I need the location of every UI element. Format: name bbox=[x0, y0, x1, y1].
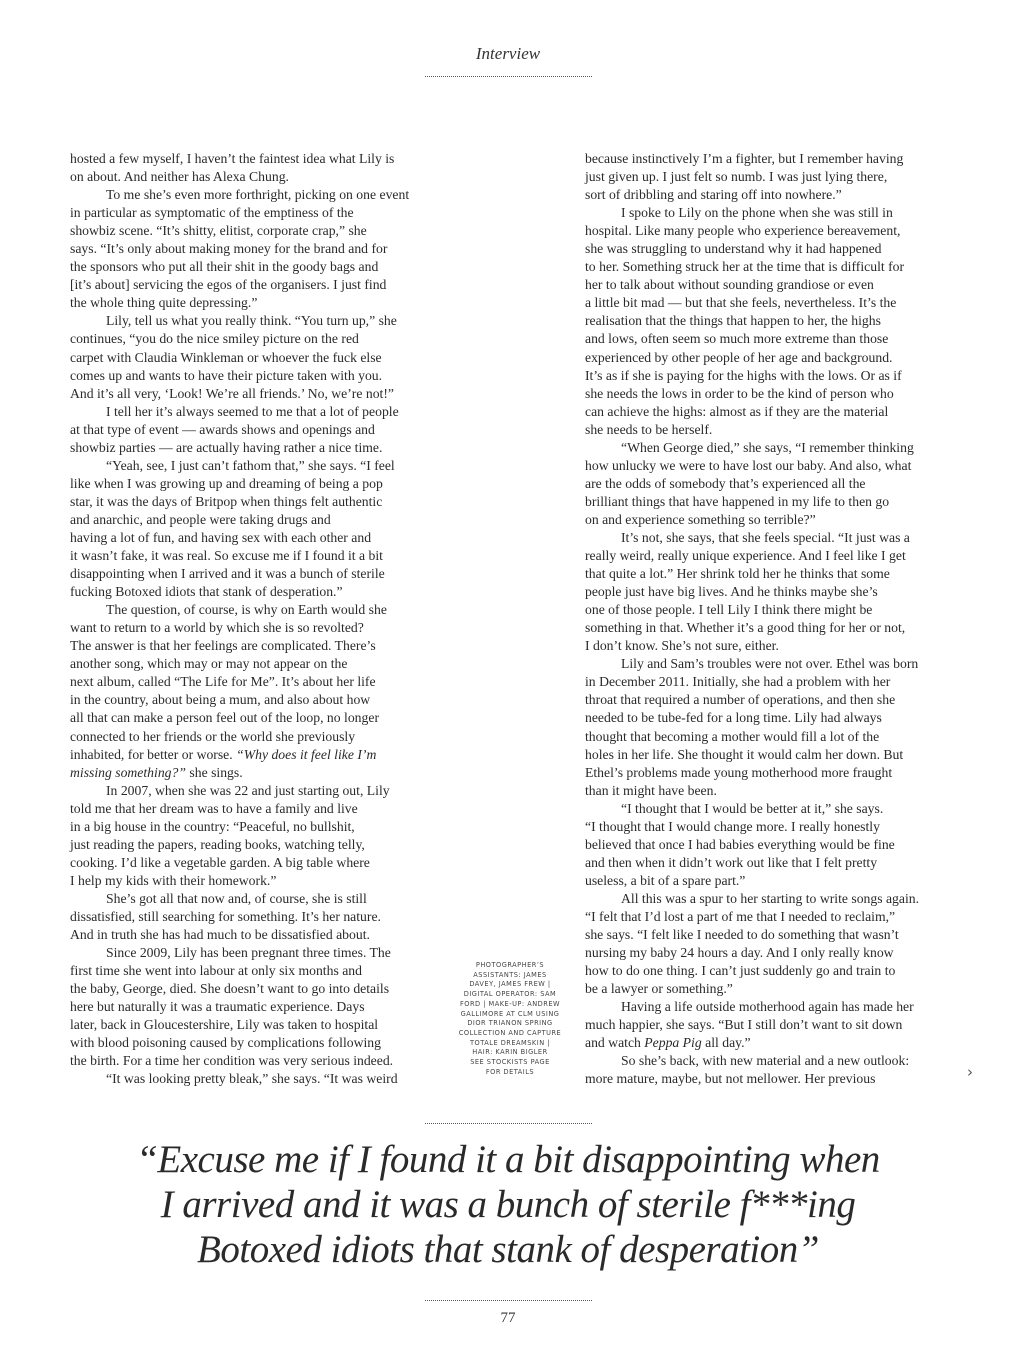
text-line: Lily, tell us what you really think. “You turn up,” she bbox=[106, 313, 397, 329]
dotted-divider bbox=[425, 1123, 592, 1124]
text-line: It’s not, she says, that she feels special. “It just was a bbox=[621, 529, 910, 545]
text-line bbox=[585, 1034, 919, 1052]
text-line: can achieve the highs: almost as if they are the material bbox=[585, 403, 889, 419]
text-line: dissatisfied, still searching for something. It’s her nature. bbox=[70, 908, 381, 924]
text-line: with blood poisoning caused by complications following bbox=[70, 1035, 381, 1051]
text-line: just given up. I just felt so numb. I was just lying there, bbox=[585, 169, 888, 185]
text-line: All this was a spur to her starting to write songs again. bbox=[621, 890, 920, 906]
text-segment: she sings. bbox=[185, 764, 243, 780]
text-line: having a lot of fun, and having sex with each other and bbox=[70, 529, 372, 545]
text-line: a little bit mad — but that she feels, nevertheless. It’s the bbox=[585, 295, 897, 311]
text-line: believed that once I had babies everything would be fine bbox=[585, 836, 895, 852]
text-line: I spoke to Lily on the phone when she was still in bbox=[621, 205, 893, 221]
credit-line: FORD | MAKE-UP: ANDREW bbox=[459, 999, 561, 1008]
text-line: fucking Botoxed idiots that stank of desperation.” bbox=[70, 584, 343, 600]
photo-credits bbox=[440, 961, 580, 1077]
text-segment: and watch bbox=[585, 1035, 645, 1051]
text-line: “I felt that I’d lost a part of me that I needed to reclaim,” bbox=[585, 908, 896, 924]
text-line: here but naturally it was a traumatic experience. Days bbox=[70, 999, 365, 1015]
credit-line: PHOTOGRAPHER’S bbox=[475, 961, 545, 969]
credit-line: COLLECTION AND CAPTURE bbox=[458, 1028, 562, 1037]
italic-text: “Why does it feel like I’m bbox=[236, 746, 377, 762]
credit-line: FOR DETAILS bbox=[485, 1067, 535, 1076]
text-line: that quite a lot.” Her shrink told her he thinks that some bbox=[585, 566, 890, 582]
page-number: 77 bbox=[500, 1310, 516, 1326]
text-line: star, it was the days of Britpop when things felt authentic bbox=[70, 493, 383, 509]
text-line: Having a life outside motherhood again has made her bbox=[621, 999, 914, 1015]
text-line: people just have big lives. And he thinks maybe she’s bbox=[585, 584, 878, 600]
text-line: “I thought that I would change more. I really honestly bbox=[585, 818, 880, 834]
text-line: be a lawyer or something.” bbox=[585, 981, 733, 997]
text-line: says. “It’s only about making money for the brand and for bbox=[70, 241, 388, 257]
text-line: first time she went into labour at only six months and bbox=[70, 963, 362, 979]
text-line bbox=[70, 746, 409, 764]
text-line: told me that her dream was to have a family and live bbox=[70, 800, 358, 816]
text-line: next album, called “The Life for Me”. It’s about her life bbox=[70, 674, 376, 690]
text-line: And in truth she has had much to be dissatisfied about. bbox=[70, 927, 370, 943]
text-line: like when I was growing up and dreaming of being a pop bbox=[70, 475, 383, 491]
text-line: she says. “I felt like I needed to do something that wasn’t bbox=[585, 927, 899, 943]
text-line: she needs to be herself. bbox=[585, 421, 713, 437]
text-line: To me she’s even more forthright, picking on one event bbox=[106, 187, 410, 203]
italic-text: missing something?” bbox=[70, 764, 186, 780]
text-line: She’s got all that now and, of course, she is still bbox=[106, 890, 367, 906]
text-line: just reading the papers, reading books, watching telly, bbox=[70, 836, 365, 852]
text-line: hosted a few myself, I haven’t the faintest idea what Lily is bbox=[70, 151, 395, 166]
text-line: realisation that the things that happen to her, the highs bbox=[585, 313, 881, 329]
text-line: she needs the lows in order to be the kind of person who bbox=[585, 385, 894, 401]
text-line: on and experience something so terrible?” bbox=[585, 511, 816, 527]
text-line: “Yeah, see, I just can’t fathom that,” she says. “I feel bbox=[106, 457, 395, 473]
text-line: how unlucky we were to have lost our baby. And also, what bbox=[585, 457, 912, 473]
text-line: It’s as if she is paying for the highs with the lows. Or as if bbox=[585, 367, 902, 383]
text-line: in a big house in the country: “Peaceful, no bullshit, bbox=[70, 818, 355, 834]
text-line: cooking. I’d like a vegetable garden. A big table where bbox=[70, 854, 370, 870]
pull-quote bbox=[0, 1137, 1016, 1272]
text-line: thought that becoming a mother would fill a lot of the bbox=[585, 728, 880, 744]
text-line: I tell her it’s always seemed to me that a lot of people bbox=[106, 403, 399, 419]
text-line: Ethel’s problems made young motherhood more fraught bbox=[585, 764, 893, 780]
text-line: than it might have been. bbox=[585, 782, 717, 798]
pull-quote-line: I arrived and it was a bunch of sterile f***ing bbox=[160, 1183, 856, 1226]
text-line: really weird, really unique experience. And I feel like I get bbox=[585, 548, 906, 564]
text-line: “It was looking pretty bleak,” she says. “It was weird bbox=[106, 1071, 398, 1087]
text-line: the baby, George, died. She doesn’t want to go into details bbox=[70, 981, 390, 997]
text-line: one of those people. I tell Lily I think there might be bbox=[585, 602, 873, 618]
dotted-divider bbox=[425, 76, 592, 77]
text-line: in the country, about being a mum, and also about how bbox=[70, 692, 371, 708]
text-line: continues, “you do the nice smiley picture on the red bbox=[70, 331, 359, 347]
section-header: Interview bbox=[475, 44, 541, 63]
text-line: showbiz scene. “It’s shitty, elitist, corporate crap,” she bbox=[70, 223, 367, 239]
text-line: it wasn’t fake, it was real. So excuse me if I found it a bit bbox=[70, 548, 383, 564]
text-line: hospital. Like many people who experience bereavement, bbox=[585, 223, 901, 239]
text-line: nursing my baby 24 hours a day. And I only really know bbox=[585, 945, 894, 961]
credit-line: HAIR: KARIN BIGLER bbox=[472, 1048, 548, 1057]
chevron-right-icon[interactable]: › bbox=[967, 1063, 973, 1081]
text-segment: all day.” bbox=[701, 1035, 751, 1051]
text-line: her to talk about without sounding grandiose or even bbox=[585, 277, 874, 293]
text-line: And it’s all very, ‘Look! We’re all friends.’ No, we’re not!” bbox=[70, 385, 394, 401]
text-line: The question, of course, is why on Earth would she bbox=[106, 602, 387, 618]
text-line: in particular as symptomatic of the emptiness of the bbox=[70, 205, 354, 221]
text-line: to her. Something struck her at the time that is difficult for bbox=[585, 259, 905, 275]
text-line: are the odds of somebody that’s experienced all the bbox=[585, 475, 866, 491]
text-line: experienced by other people of her age and background. bbox=[585, 349, 893, 365]
text-line: more mature, maybe, but not mellower. Her previous bbox=[585, 1071, 876, 1087]
text-line: much happier, she says. “But I still don’t want to sit down bbox=[585, 1017, 903, 1033]
text-line: and then when it didn’t work out like that I felt pretty bbox=[585, 854, 878, 870]
credit-line: DAVEY, JAMES FREW | bbox=[469, 980, 551, 989]
credit-line: DIGITAL OPERATOR: SAM bbox=[463, 990, 557, 999]
text-line: in December 2011. Initially, she had a problem with her bbox=[585, 674, 891, 690]
text-line: showbiz parties — are actually having rather a nice time. bbox=[70, 439, 383, 455]
italic-text: Peppa Pig bbox=[644, 1035, 702, 1051]
text-line: connected to her friends or the world she previously bbox=[70, 728, 356, 744]
text-line: because instinctively I’m a fighter, but I remember having bbox=[585, 151, 904, 166]
text-line: sort of dribbling and staring off into nowhere.” bbox=[585, 187, 842, 203]
text-line: The answer is that her feelings are complicated. There’s bbox=[70, 638, 376, 654]
credit-line: GALLIMORE AT CLM USING bbox=[460, 1009, 560, 1018]
credit-line: DIOR TRIANON SPRING bbox=[467, 1019, 553, 1028]
text-line: another song, which may or may not appear on the bbox=[70, 656, 348, 672]
text-line: Lily and Sam’s troubles were not over. Ethel was born bbox=[621, 656, 919, 672]
text-line: carpet with Claudia Winkleman or whoever the fuck else bbox=[70, 349, 382, 365]
text-line: needed to be tube-fed for a long time. Lily had always bbox=[585, 710, 882, 726]
text-line: disappointing when I arrived and it was a bunch of sterile bbox=[70, 566, 385, 582]
credit-line: TOTALE DREAMSKIN | bbox=[470, 1038, 550, 1047]
pull-quote-line: Botoxed idiots that stank of desperation” bbox=[197, 1228, 819, 1271]
text-line: throat that required a number of operations, and then she bbox=[585, 692, 896, 708]
text-line: something in that. Whether it’s a good thing for her or not, bbox=[585, 620, 906, 636]
text-line: and lows, often seem so much more extreme than those bbox=[585, 331, 889, 347]
text-line: she was struggling to understand why it had happened bbox=[585, 241, 882, 257]
text-line bbox=[70, 764, 409, 782]
text-line: the birth. For a time her condition was very serious indeed. bbox=[70, 1053, 394, 1069]
text-line: Since 2009, Lily has been pregnant three times. The bbox=[106, 945, 391, 961]
pull-quote-line: “Excuse me if I found it a bit disappointing when bbox=[136, 1138, 880, 1181]
right-text-column bbox=[585, 150, 919, 1088]
left-text-column bbox=[70, 150, 409, 1088]
text-line: I don’t know. She’s not sure, either. bbox=[585, 638, 779, 654]
dotted-divider bbox=[425, 1300, 592, 1301]
text-line: later, back in Gloucestershire, Lily was taken to hospital bbox=[70, 1017, 379, 1033]
text-line: want to return to a world by which she is so revolted? bbox=[70, 620, 364, 636]
text-line: the whole thing quite depressing.” bbox=[70, 295, 258, 311]
text-line: at that type of event — awards shows and openings and bbox=[70, 421, 375, 437]
text-line: the sponsors who put all their shit in the goody bags and bbox=[70, 259, 379, 275]
text-line: “I thought that I would be better at it,” she says. bbox=[621, 800, 884, 816]
text-line: “When George died,” she says, “I remember thinking bbox=[621, 439, 914, 455]
text-line: how to do one thing. I can’t just suddenly go and train to bbox=[585, 963, 896, 979]
text-line: holes in her life. She thought it would calm her down. But bbox=[585, 746, 904, 762]
text-segment: inhabited, for better or worse. bbox=[70, 746, 237, 762]
text-line: So she’s back, with new material and a new outlook: bbox=[621, 1053, 910, 1069]
text-line: [it’s about] servicing the egos of the organisers. I just find bbox=[70, 277, 387, 293]
text-line: and anarchic, and people were taking drugs and bbox=[70, 511, 331, 527]
text-line: on about. And neither has Alexa Chung. bbox=[70, 169, 289, 185]
text-line: In 2007, when she was 22 and just starting out, Lily bbox=[106, 782, 390, 798]
text-line: all that can make a person feel out of the loop, no longer bbox=[70, 710, 380, 726]
text-line: brilliant things that have happened in my life to then go bbox=[585, 493, 890, 509]
credit-line: SEE STOCKISTS PAGE bbox=[470, 1058, 550, 1067]
text-line: I help my kids with their homework.” bbox=[70, 872, 277, 888]
credit-line: ASSISTANTS: JAMES bbox=[473, 970, 547, 979]
text-line: useless, a bit of a spare part.” bbox=[585, 872, 746, 888]
text-line: comes up and wants to have their picture taken with you. bbox=[70, 367, 383, 383]
